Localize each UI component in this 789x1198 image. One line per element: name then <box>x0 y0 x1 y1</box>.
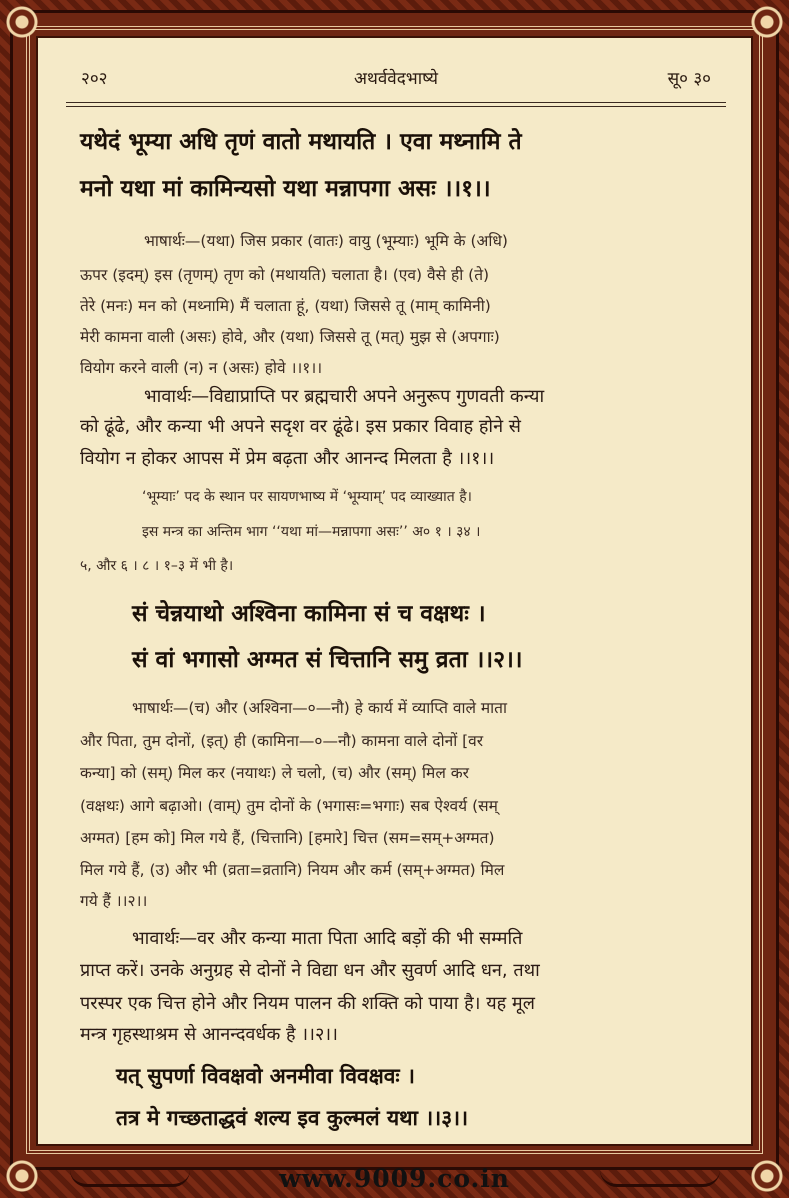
corner-ornament-top-right <box>747 2 787 42</box>
mantra3-line2: तत्र मे गच्छताद्धवं शल्य इव कुल्मलं यथा ।।३।। <box>116 1106 469 1130</box>
bhasharth1-line3: तेरे (मनः) मन को (मथ्नामि) मैं चलाता हूं, (यथा) जिससे तू (माम् कामिनी) <box>80 297 491 315</box>
bhasharth2-line1: भाषार्थः—(च) और (अश्विना—०—नौ) हे कार्य में व्याप्ति वाले माता <box>132 699 508 717</box>
bhavarth2-line1: भावार्थः—वर और कन्या माता पिता आदि बड़ों की भी सम्मति <box>132 928 523 949</box>
mantra2-line2: सं वां भगासो अग्मत सं चित्तानि समु व्रता ।।२।। <box>132 647 523 673</box>
bhasharth2-line3: कन्या] को (सम्) मिल कर (नयाथः) ले चलो, (च) और (सम्) मिल कर <box>80 764 469 782</box>
bhasharth1-line5: वियोग करने वाली (न) न (असः) होवे ।।१।। <box>80 359 323 377</box>
book-page <box>36 36 753 1146</box>
bhasharth2-line5: अग्मत) [हम को] मिल गये हैं, (चित्तानि) [हमारे] चित्त (सम=सम्+अग्मत) <box>80 829 495 847</box>
bhavarth1-line3: वियोग न होकर आपस में प्रेम बढ़ता और आनन्द मिलता है ।।१।। <box>80 448 495 469</box>
note-line2: इस मन्त्र का अन्तिम भाग ‘‘यथा मां—मन्नापगा असः’’ अ० १ । ३४ । <box>142 524 481 540</box>
header-rule <box>66 102 726 107</box>
bhavarth2-line2: प्राप्त करें। उनके अनुग्रह से दोनों ने विद्या धन और सुवर्ण आदि धन, तथा <box>80 960 540 981</box>
bhasharth2-line2: और पिता, तुम दोनों, (इत्) ही (कामिना—०—नौ) कामना वाले दोनों [वर <box>80 732 484 750</box>
bhasharth2-line4: (वक्षथः) आगे बढ़ाओ। (वाम्) तुम दोनों के (भगासः=भगाः) सब ऐश्वर्य (सम् <box>80 797 498 815</box>
page-number: २०२ <box>81 69 108 89</box>
page-header <box>81 66 711 96</box>
bhasharth1-line4: मेरी कामना वाली (असः) होवे, और (यथा) जिससे तू (मत्) मुझ से (अपगाः) <box>80 328 500 346</box>
bhasharth1-line2: ऊपर (इदम्) इस (तृणम्) तृण को (मथायति) चलाता है। (एव) वैसे ही (ते) <box>80 266 490 284</box>
bhasharth1-line1: भाषार्थः—(यथा) जिस प्रकार (वातः) वायु (भूम्याः) भूमि के (अधि) <box>144 232 508 250</box>
book-title: अथर्ववेदभाष्ये <box>353 69 439 89</box>
mantra1-line1: यथेदं भूम्या अधि तृणं वातो मथायति । एवा मथ्नामि ते <box>80 129 522 155</box>
bhasharth2-line7: गये हैं ।।२।। <box>80 892 148 910</box>
bhavarth2-line3: परस्पर एक चित्त होने और नियम पालन की शक्ति को पाया है। यह मूल <box>80 993 535 1014</box>
website-watermark[interactable]: www.9009.co.in <box>279 1164 510 1193</box>
bhavarth2-line4: मन्त्र गृहस्थाश्रम से आनन्दवर्धक है ।।२।। <box>80 1024 338 1045</box>
bhasharth2-line6: मिल गये हैं, (उ) और भी (व्रता=व्रतानि) नियम और कर्म (सम्+अग्मत) मिल <box>80 861 505 879</box>
mantra1-line2: मनो यथा मां कामिन्यसो यथा मन्नापगा असः ।।१।। <box>80 176 491 202</box>
note-line1: ‘भूम्याः’ पद के स्थान पर सायणभाष्य में ‘भूम्याम्’ पद व्याख्यात है। <box>142 489 472 505</box>
note-line3: ५, और ६ । ८ । १–३ में भी है। <box>80 558 234 574</box>
sukta-reference: सू० ३० <box>667 69 711 89</box>
mantra2-line1: सं चेन्नयाथो अश्विना कामिना सं च वक्षथः । <box>132 601 486 627</box>
mantra3-line1: यत् सुपर्णा विवक्षवो अनमीवा विवक्षवः । <box>116 1064 415 1088</box>
bhavarth1-line1: भावार्थः—विद्याप्राप्ति पर ब्रह्मचारी अपने अनुरूप गुणवती कन्या <box>144 386 545 407</box>
bhavarth1-line2: को ढूंढे, और कन्या भी अपने सदृश वर ढूंढे। इस प्रकार विवाह होने से <box>80 416 521 437</box>
